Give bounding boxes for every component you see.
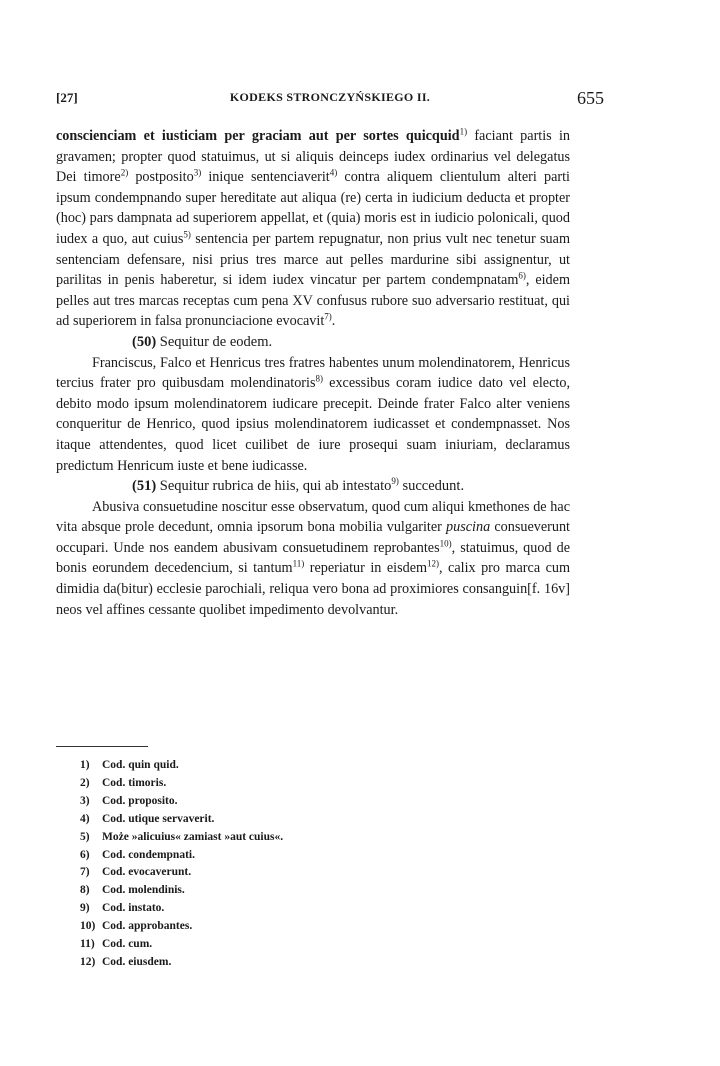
footnote-ref: 4): [329, 167, 338, 178]
footnote-ref: 8): [315, 373, 323, 384]
footnote-ref: 2): [120, 167, 129, 178]
footnote-text: Cod. condempnati.: [102, 848, 195, 861]
footnote: [80, 936, 283, 954]
footnote-mark: 7): [80, 866, 90, 879]
section-heading-51: [56, 476, 570, 497]
text-run: consueverunt occupari. Unde nos eandem abusivam consuetudinem reprobantes: [56, 519, 570, 556]
footnote-text: Cod. molendinis.: [102, 884, 185, 897]
footnote-ref: 11): [292, 558, 305, 569]
text-run: , calix pro marca cum dimidia da(bitur) ecclesie parochiali, reliqua vero bona ad proximiores consanguin[f. 16v] neos vel affines cessante quolibet impedimento devolvantur.: [56, 560, 571, 618]
footnote-ref: 12): [427, 558, 440, 569]
footnote: [80, 882, 283, 900]
paragraph-2: [56, 353, 570, 477]
footnote-ref: 6): [518, 270, 526, 281]
footnote-mark: 9): [80, 902, 90, 915]
footnote: [80, 829, 283, 847]
heading-number: (51): [132, 478, 157, 495]
footnote: [80, 847, 283, 865]
text-run: contra aliquem clientulum alteri parti ipsum condempnando super hereditate aut aliqua (re) certa in iudicium deducta et propter (hoc) pars dampnata ad superiorem appellat, et (quia) moris est in iudicio polonicali, quod iudex a quo, aut cuius: [56, 169, 570, 247]
footnote-mark: 3): [80, 794, 90, 807]
footnote-mark: 11): [80, 938, 95, 951]
text-run: .: [331, 313, 336, 330]
footnote-ref: 7): [324, 311, 332, 322]
footnote-text: Może »alicuius« zamiast »aut cuius«.: [102, 830, 284, 843]
footnote-divider: [56, 746, 148, 747]
footnote-text: Cod. instato.: [102, 902, 165, 915]
footnote-mark: 6): [80, 848, 90, 861]
footnote-text: Cod. cum.: [102, 938, 153, 951]
text-run: excessibus coram iudice dato vel electo, debito modo ipsum molendinatorem iudicare precepit. Deinde frater Falco alter veniens conqueritur de Henrico, quod ipsius molendinatorem iudicasset et condempnasset. Nos itaque attendentes, quod licet cuilibet de iure prosequi suam iniuriam, declaramus predictum Henricum iuste et bene iudicasse.: [56, 375, 570, 474]
footnote-mark: 5): [80, 830, 90, 843]
text-run: inique sentenciaverit: [201, 169, 330, 186]
text-run: faciant partis in gravamen; propter quod statuimus, ut si aliquis deinceps iudex ordinarius vel delegatus Dei timore: [56, 128, 570, 186]
heading-text: Sequitur rubrica de hiis, qui ab intestato: [156, 478, 392, 495]
footnote-mark: 1): [80, 759, 90, 771]
footnote: [80, 775, 283, 793]
footnote-ref: 10): [439, 538, 452, 549]
footnote-mark: 8): [80, 884, 90, 897]
heading-text-tail: succedunt.: [398, 478, 465, 495]
footnote-mark: 10): [80, 920, 96, 933]
footnote: [80, 811, 283, 829]
footnote-mark: 12): [80, 955, 96, 968]
footnote: [80, 864, 283, 882]
footnote: [80, 757, 283, 775]
footnote-ref: 9): [391, 476, 399, 487]
footnote: [80, 900, 283, 918]
footnotes: [80, 757, 283, 972]
footnote-ref: 3): [193, 167, 202, 178]
paragraph-1: [56, 126, 570, 332]
section-heading-50: [56, 332, 570, 353]
footnote-text: Cod. utique servaverit.: [102, 812, 215, 825]
heading-number: (50): [132, 333, 157, 350]
page-number: 655: [577, 88, 604, 108]
footnote-mark: 4): [80, 812, 90, 825]
footnote-mark: 2): [80, 776, 90, 789]
text-run: Franciscus, Falco et Henricus tres fratres habentes unum molendinatorem, Henricus tercius frater pro quibusdam molendinatoris: [56, 354, 570, 392]
footnote: [80, 954, 283, 972]
text-run: conscienciam et iusticiam per graciam aut per sortes quicquid: [56, 128, 460, 144]
footnote-ref: 1): [459, 126, 468, 137]
text-run: , eidem pelles aut tres marcas receptas cum pena XV confusus rubore suo adversario restituat, qui ad superiorem in falsa pronunciacione evocavit: [56, 272, 570, 330]
section-number: [27]: [56, 90, 78, 105]
footnote-text: Cod. quin quid.: [102, 759, 179, 771]
text-run: Abusiva consuetudine noscitur esse observatum, quod cum aliqui kmethones de hac vita absque prole decedunt, omnia ipsorum bona mobilia vulgariter: [56, 498, 570, 536]
footnote: [80, 793, 283, 811]
paragraph-3: [56, 497, 570, 621]
footnote-text: Cod. proposito.: [102, 794, 178, 807]
footnote-text: Cod. evocaverunt.: [102, 866, 192, 879]
text-run: puscina: [446, 519, 491, 536]
footnote-text: Cod. eiusdem.: [102, 955, 172, 968]
main-text: [56, 126, 570, 620]
footnote-text: Cod. timoris.: [102, 776, 167, 789]
footnote: [80, 918, 283, 936]
heading-text: Sequitur de eodem.: [156, 333, 273, 350]
footnote-ref: 5): [183, 229, 191, 240]
text-run: , statuimus, quod de bonis eorundem decedencium, si tantum: [56, 539, 570, 577]
text-run: sentencia per partem repugnatur, non prius vult nec tenetur suam sentenciam defensare, nisi prius tres marce aut pelles mardurine sibi assignentur, ut parilitas in penis haberetur, si idem iudex vincatur per partem condempnatam: [56, 230, 570, 289]
footnote-text: Cod. approbantes.: [102, 920, 193, 933]
text-run: reperiatur in eisdem: [304, 560, 428, 577]
text-run: postposito: [128, 169, 194, 186]
running-header: [56, 88, 604, 110]
running-title: KODEKS STRONCZYŃSKIEGO II.: [229, 90, 431, 104]
